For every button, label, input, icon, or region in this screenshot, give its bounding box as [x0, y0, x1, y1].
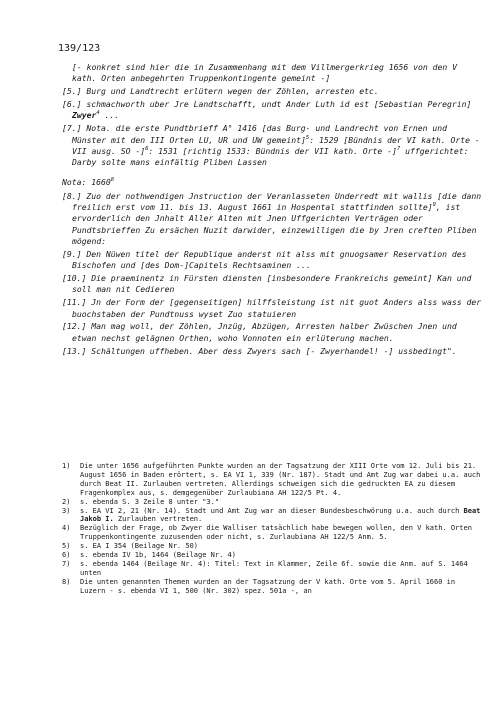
item-8: [8.] Zuo der nothwendigen Jnstruction der Veranlasseten Underredt mit wallis [die dann freilich erst vom 11. bis 13. August 1661 in Hospental stattfinden sollte]$^9$, ist ervorderlich den Jnhalt Aller Alten mit Jnen Uffgerichten Verträgen oder Pundtsbrieffen Zu ersächen Nuzit darwider, einzewilligen die by Jren creften Pliben mögend: — [62, 190, 482, 246]
footnote-ref-4: 4 — [96, 110, 100, 117]
item-6: [6.] schmachworth uber Jre Landtschafft, undt Ander Luth id est [Sebastian Peregrin] Zwyer$^4$ ... — [62, 99, 472, 121]
footnote-3: 3) s. EA VI 2, 21 (Nr. 14). Stadt und Amt Zug war an dieser Bundesbeschwörung u.a. auch durch Beat Jakob I. Zurlauben vertreten. — [62, 506, 481, 524]
item-12: [12.] Man mag woll, der Zöhlen, Jnzüg, Abzügen, Arresten halber Zwüschen Jnen und etwan nechst gelägnen Orthen, woho Vonnoten ein erlüterung machen. — [62, 321, 457, 343]
item-9: [9.] Den Nüwen titel der Republique anderst nit alss mit gnuogsamer Reservation des Bischofen und [des Dom-]Capitels Rechtsaminen ... — [62, 248, 467, 271]
footnote-ref-5: 5 — [305, 134, 310, 141]
item-13: [13.] Schältungen uffheben. Aber dess Zwyers sach [- Zwyerhandel! -] ussbedingt". — [62, 345, 457, 356]
footnote-2: 2) s. ebenda S. 3 Zeile 8 unter "3." — [62, 497, 220, 506]
intro-paragraph: [- konkret sind hier die in Zusammenhang mit dem Villmergerkrieg 1656 von den V kath. Orten anbegehrten Truppenkontingente gemeint -] — [72, 62, 457, 84]
page-number: 139/123 — [58, 43, 101, 54]
name-beat-jakob: Beat Jakob I. — [80, 506, 481, 524]
footnotes — [62, 462, 482, 596]
name-zwyer: Zwyer — [72, 110, 97, 121]
document-body — [62, 62, 482, 358]
item-11: [11.] Jn der Form der [gegenseitigen] hilffsleistung ist nit guot Anders alss wass der buochstaben der Pundtnuss wyset Zuo statuieren — [62, 297, 482, 319]
footnote-4: 4) Bezüglich der Frage, ob Zwyer die Walliser tatsächlich habe bewegen wollen, den V kath. Orten Truppenkontingente zuzusenden oder nicht, s. Zurlaubiana AH 122/5 Anm. 5. — [62, 524, 472, 542]
item-7: [7.] Nota. die erste Pundtbrieff A° 1416 [das Burg- und Landrecht von Ernen und Münster mit den III Orten LU, UR und UW gemeint]$^5$: 1529 [Bündnis der VI kath. Orte - VII ausg. SO -]$^6$: 1531 [richtig 1533: Bündnis der VII kath. Orte -]$^7$ uffgerichtet: Darby solte mans einfältig Pliben Lassen — [62, 123, 480, 168]
footnote-ref-9: 9 — [432, 202, 436, 209]
footnote-ref-8: 8 — [110, 177, 115, 184]
footnote-ref-6: 6 — [145, 145, 149, 152]
nota-1660: Nota: 1660$^8$ — [62, 177, 115, 188]
footnote-1: 1) Die unter 1656 aufgeführten Punkte wurden an der Tagsatzung der XIII Orte vom 12. Juli bis 21. August 1656 in Baden erörtert, s. EA VI 1, 339 (Nr. 187). Stadt und Amt Zug war dabei u.a. auch durch Beat II. Zurlauben vertreten. Allerdings schweigen sich die gedruckten EA zu diesem Fragenkomplex aus, s. demgegenüber Zurlaubiana AH 122/5 Pt. 4. — [62, 462, 481, 497]
footnote-6: 6) s. ebenda IV 1b, 1464 (Beilage Nr. 4) — [62, 551, 236, 560]
item-5: [5.] Burg und Landtrecht erlütern wegen der Zöhlen, arresten etc. — [62, 86, 379, 97]
item-10: [10.] Die praeminentz in Fürsten diensten [insbesondere Frankreichs gemeint] Kan und soll man nit Cedieren — [62, 273, 472, 295]
footnote-ref-7: 7 — [396, 145, 401, 152]
footnote-5: 5) s. EA I 354 (Beilage Nr. 50) — [62, 542, 199, 551]
footnote-8: 8) Die unten genannten Themen wurden an der Tagsatzung der V kath. Orte vom 5. April 1660 in Luzern - s. ebenda VI 1, 500 (Nr. 302) spez. 501a -, an — [62, 577, 456, 595]
footnote-7: 7) s. ebenda 1464 (Beilage Nr. 4): Titel: Text in Klammer, Zeile 6f. sowie die Anm. auf S. 1464 unten — [62, 559, 468, 577]
